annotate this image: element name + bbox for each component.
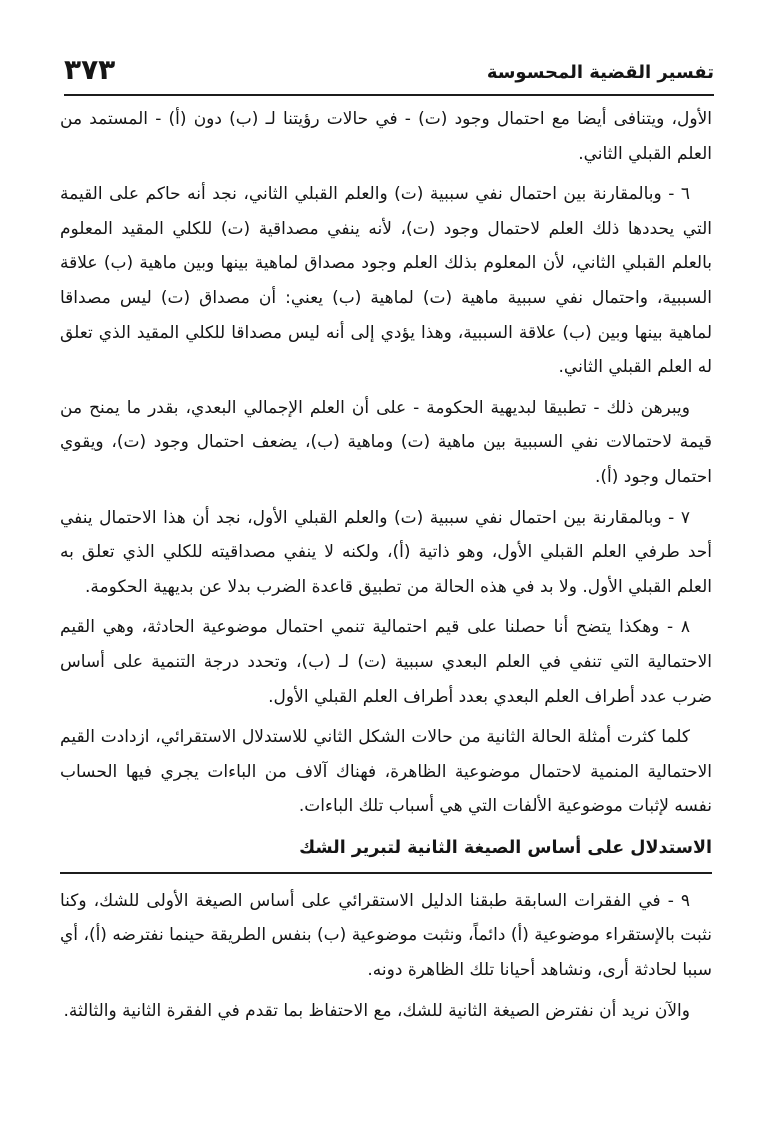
paragraph: والآن نريد أن نفترض الصيغة الثانية للشك، مع الاحتفاظ بما تقدم في الفقرة الثانية والثالثة.	[63, 1000, 690, 1021]
paragraph: كلما كثرت أمثلة الحالة الثانية من حالات الشكل الثاني للاستدلال الاستقرائي، ازدادت القيم الاحتمالية المنمية لاحتمال موضوعية الظاهرة، فهناك آلاف من الباءات يجري فيها الحساب نفسه لإثبات موضوعية الألفات التي هي أسباب تلك الباءات.	[60, 727, 712, 817]
paragraph: ٦ - وبالمقارنة بين احتمال نفي سببية (ت) والعلم القبلي الثاني، نجد أنه حاكم على القيمة التي يحددها ذلك العلم لاحتمال وجود (ت)، لأنه ينفي مصداقية (ت) للكلي المقيد المعلوم بالعلم القبلي الثاني، لأن المعلوم بذلك العلم وجود مصداق لماهية بينها وبين ماهية (ب) علاقة السببية، واحتمال نفي سببية ماهية (ت) لماهية (ب) يعني: أن مصداق (ت) ليس مصداقا لماهية بينها وبين (ب) علاقة السببية، وهذا يؤدي إلى أنه ليس مصداقا للكلي المقيد الذي تعلق له العلم القبلي الثاني.	[60, 184, 712, 378]
paragraph: ويبرهن ذلك - تطبيقا لبديهية الحكومة - على أن العلم الإجمالي البعدي، بقدر ما يمنح من قيمة لاحتمالات نفي السببية بين ماهية (ت) وماهية (ب)، يضعف احتمال وجود (ت)، ويقوي احتمال وجود (أ).	[60, 397, 712, 487]
section-heading: الاستدلال على أساس الصيغة الثانية لتبرير الشك	[299, 837, 712, 858]
page-number: ٣٧٣	[64, 53, 116, 86]
running-title: تفسير القضية المحسوسة	[486, 62, 714, 83]
header-divider	[64, 94, 714, 96]
paragraph: ٩ - في الفقرات السابقة طبقنا الدليل الاستقرائي على أساس الصيغة الأولى للشك، وكنا نثبت بالإستقراء موضوعية (أ) دائماً، ونثبت موضوعية (ب) بنفس الطريقة حينما نفترضه (أ)، أي سببا لحادثة أرى، ونشاهد أحيانا تلك الظاهرة دونه.	[60, 890, 712, 981]
paragraph: ٨ - وهكذا يتضح أنا حصلنا على قيم احتمالية تنمي احتمال موضوعية الحادثة، وهي القيم الاحتمالية التي تنفي في العلم البعدي سببية (ت) لـ (ب)، وتحدد درجة التنمية على أساس ضرب عدد أطراف العلم البعدي بعدد أطراف العلم القبلي الأول.	[60, 617, 712, 707]
body-text	[60, 102, 712, 1034]
heading-divider	[60, 872, 712, 874]
paragraph: الأول، ويتنافى أيضا مع احتمال وجود (ت) - في حالات رؤيتنا لـ (ب) دون (أ) - المستمد من العلم القبلي الثاني.	[60, 109, 712, 164]
paragraph: ٧ - وبالمقارنة بين احتمال نفي سببية (ت) والعلم القبلي الأول، نجد أن هذا الاحتمال ينفي أحد طرفي العلم القبلي الأول، وهو ذاتية (أ)، ولكنه لا ينفي مصداقيته للكلي الذي تعلق به العلم القبلي الأول. ولا بد في هذه الحالة من تطبيق قاعدة الضرب بدلا عن بديهية الحكومة.	[60, 507, 712, 597]
running-head	[64, 52, 714, 92]
